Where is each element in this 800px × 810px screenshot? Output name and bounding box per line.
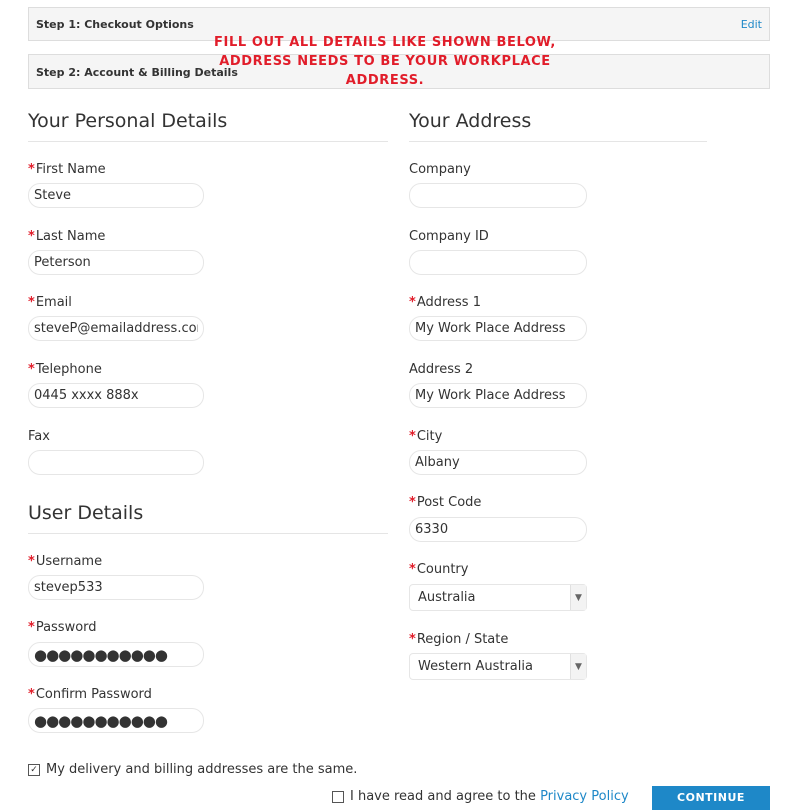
chevron-down-icon: ▼ xyxy=(570,585,586,610)
region-select-value: Western Australia xyxy=(418,659,533,674)
first-name-input[interactable] xyxy=(28,183,204,208)
agree-checkbox-icon[interactable] xyxy=(332,791,344,803)
city-input[interactable] xyxy=(409,450,587,475)
continue-button[interactable]: CONTINUE xyxy=(652,786,770,810)
first-name-label-text: First Name xyxy=(35,162,106,177)
required-mark: * xyxy=(28,687,35,702)
delivery-same-label: My delivery and billing addresses are the same. xyxy=(46,762,358,777)
username-label-text: Username xyxy=(35,554,103,569)
username-label xyxy=(28,554,102,569)
company-input[interactable] xyxy=(409,183,587,208)
email-label xyxy=(28,295,72,310)
address-1-label-text: Address 1 xyxy=(416,295,481,310)
username-input[interactable] xyxy=(28,575,204,600)
required-mark: * xyxy=(28,229,35,244)
required-mark: * xyxy=(409,495,416,510)
confirm-password-label xyxy=(28,687,152,702)
confirm-password-label-text: Confirm Password xyxy=(35,687,152,702)
password-label xyxy=(28,620,97,635)
privacy-agree-row xyxy=(332,789,629,804)
user-details-title: User Details xyxy=(28,502,388,534)
fax-input[interactable] xyxy=(28,450,204,475)
telephone-label-text: Telephone xyxy=(35,362,102,377)
required-mark: * xyxy=(28,295,35,310)
telephone-input[interactable] xyxy=(28,383,204,408)
first-name-label xyxy=(28,162,106,177)
country-label-text: Country xyxy=(416,562,469,577)
company-id-input[interactable] xyxy=(409,250,587,275)
company-id-label: Company ID xyxy=(409,229,489,244)
confirm-password-input[interactable] xyxy=(28,708,204,733)
chevron-down-icon: ▼ xyxy=(570,654,586,679)
required-mark: * xyxy=(28,162,35,177)
password-input[interactable] xyxy=(28,642,204,667)
address-1-label xyxy=(409,295,481,310)
last-name-label-text: Last Name xyxy=(35,229,106,244)
email-label-text: Email xyxy=(35,295,72,310)
password-label-text: Password xyxy=(35,620,97,635)
country-select[interactable] xyxy=(409,584,587,611)
region-label xyxy=(409,632,508,647)
instruction-notice xyxy=(205,33,565,90)
personal-details-title: Your Personal Details xyxy=(28,110,388,142)
last-name-label xyxy=(28,229,105,244)
required-mark: * xyxy=(28,362,35,377)
privacy-policy-link[interactable]: Privacy Policy xyxy=(540,789,629,804)
step-1-label: Step 1: Checkout Options xyxy=(36,18,194,31)
checkbox-icon[interactable]: ✓ xyxy=(28,764,40,776)
telephone-label xyxy=(28,362,102,377)
your-address-title: Your Address xyxy=(409,110,707,142)
last-name-input[interactable] xyxy=(28,250,204,275)
post-code-label xyxy=(409,495,481,510)
required-mark: * xyxy=(409,429,416,444)
fax-label: Fax xyxy=(28,429,50,444)
region-select[interactable] xyxy=(409,653,587,680)
post-code-label-text: Post Code xyxy=(416,495,482,510)
company-label: Company xyxy=(409,162,471,177)
post-code-input[interactable] xyxy=(409,517,587,542)
step-2-label: Step 2: Account & Billing Details xyxy=(36,66,238,79)
country-label xyxy=(409,562,468,577)
notice-line-1: FILL OUT ALL DETAILS LIKE SHOWN BELOW, xyxy=(214,35,556,50)
address-1-input[interactable] xyxy=(409,316,587,341)
address-2-input[interactable] xyxy=(409,383,587,408)
step-1-edit-link[interactable]: Edit xyxy=(740,18,762,31)
city-label-text: City xyxy=(416,429,443,444)
agree-prefix: I have read and agree to the xyxy=(350,789,541,804)
notice-line-3: ADDRESS. xyxy=(345,73,425,88)
required-mark: * xyxy=(28,554,35,569)
country-select-value: Australia xyxy=(418,590,476,605)
required-mark: * xyxy=(409,295,416,310)
delivery-same-row[interactable] xyxy=(28,762,357,777)
notice-line-2: ADDRESS NEEDS TO BE YOUR WORKPLACE xyxy=(219,54,551,69)
required-mark: * xyxy=(409,562,416,577)
required-mark: * xyxy=(28,620,35,635)
city-label xyxy=(409,429,442,444)
required-mark: * xyxy=(409,632,416,647)
region-label-text: Region / State xyxy=(416,632,509,647)
email-input[interactable] xyxy=(28,316,204,341)
address-2-label: Address 2 xyxy=(409,362,474,377)
